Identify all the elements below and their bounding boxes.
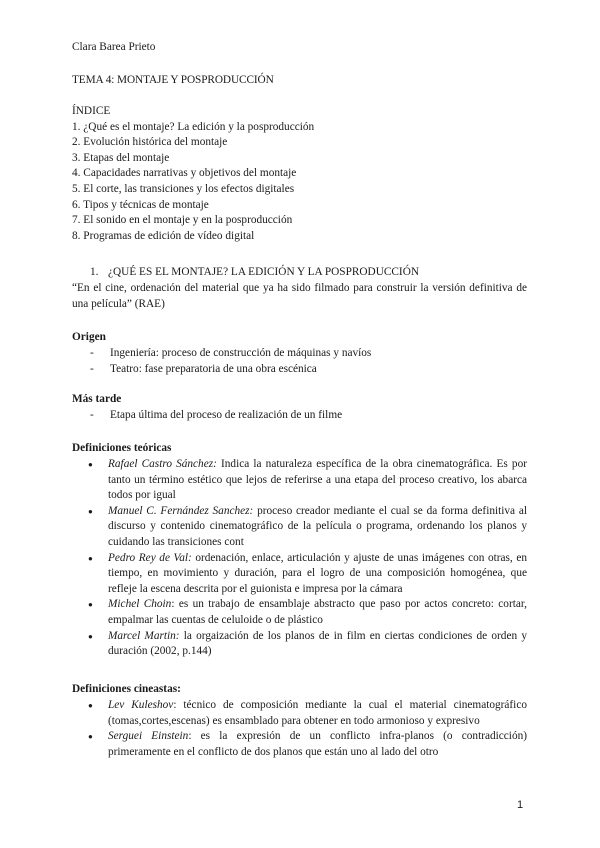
table-of-contents — [72, 104, 527, 244]
definition-author: Lev Kuleshov — [108, 699, 174, 711]
section-title: ¿QUÉ ES EL MONTAJE? LA EDICIÓN Y LA POSPRODUCCIÓN — [108, 266, 420, 278]
list-item: - Teatro: fase preparatoria de una obra escénica — [72, 362, 527, 378]
definition-author: Pedro Rey de Val: — [108, 551, 192, 564]
definition-text: proceso creador mediante el cual se da forma definitiva al discurso y contenido cinematográfico de la película o programa, ordenando los planos y cuidando las transiciones cont — [108, 504, 527, 548]
list-item — [72, 629, 527, 660]
definition-text: : técnico de composición mediante la cual el material cinematográfico (tomas,cortes,escenas) es ensamblado para obtener en todo armonioso y expresivo — [108, 699, 527, 727]
topic-title: TEMA 4: MONTAJE Y POSPRODUCCIÓN — [72, 74, 274, 86]
toc-item: 7. El sonido en el montaje y en la posproducción — [72, 214, 293, 227]
toc-item: 5. El corte, las transiciones y los efectos digitales — [72, 182, 295, 195]
definition-author: Manuel C. Fernández Sanchez: — [108, 504, 254, 517]
definition-text: la orgaización de los planos de in film en ciertas condiciones de orden y duración (2002, p.144) — [108, 629, 527, 658]
list-item — [72, 551, 527, 598]
definition-text: ordenación, enlace, articulación y ajuste de unas imágenes con otras, en tiempo, en movimiento y duración, para el logro de una composición homogénea, que refleje la escena descrita por el guionista e impresa por la cámara — [108, 551, 527, 595]
mas-tarde-list — [72, 408, 527, 424]
list-item — [72, 729, 527, 760]
rae-definition-quote: “En el cine, ordenación del material que ya ha sido filmado para construir la versión definitiva de una película” (RAE) — [72, 282, 527, 310]
definiciones-cineastas-list — [72, 698, 527, 760]
definition-text: Indica la naturaleza específica de la obra cinematográfica. Es por tanto un término estético que lejos de referirse a una etapa del proceso creativo, los abarca todos por igual — [108, 458, 527, 502]
list-item: - Etapa última del proceso de realización de un filme — [72, 408, 527, 424]
list-item — [72, 698, 527, 729]
list-item — [72, 504, 527, 551]
definition-text: : es la expresión de un conflicto infra-planos (o contradicción) primeramente en el conflicto de dos planos que están uno al lado del otro — [108, 730, 527, 758]
origen-heading: Origen — [72, 331, 106, 343]
toc-title: ÍNDICE — [72, 105, 111, 117]
definition-author: Michel Choin — [108, 598, 172, 611]
definiciones-teoricas-list — [72, 457, 527, 660]
definition-author: Serguei Einstein — [108, 730, 189, 743]
origen-list — [72, 346, 527, 377]
definition-author: Marcel Martin: — [108, 629, 180, 642]
document-author: Clara Barea Prieto — [72, 41, 156, 53]
definition-author: Rafael Castro Sánchez: — [108, 458, 217, 470]
toc-item: 1. ¿Qué es el montaje? La edición y la posproducción — [72, 120, 315, 133]
mas-tarde-heading: Más tarde — [72, 393, 122, 405]
toc-item: 2. Evolución histórica del montaje — [72, 136, 228, 149]
toc-item: 8. Programas de edición de vídeo digital — [72, 229, 255, 242]
page-number: 1 — [517, 799, 524, 811]
definition-text: : es un trabajo de ensamblaje abstracto que paso por actos concreto: cortar, empalmar las cuentas de celuloide o de plástico — [108, 598, 527, 626]
section-heading — [90, 265, 527, 281]
toc-item: 3. Etapas del montaje — [72, 151, 170, 164]
list-item — [72, 597, 527, 628]
definiciones-cineastas-heading: Definiciones cineastas: — [72, 683, 181, 695]
list-item: - Ingeniería: proceso de construcción de máquinas y navíos — [72, 346, 527, 362]
toc-item: 6. Tipos y técnicas de montaje — [72, 198, 209, 211]
definiciones-teoricas-heading: Definiciones teóricas — [72, 442, 172, 454]
section-number: 1. — [90, 266, 99, 278]
list-item — [72, 457, 527, 504]
toc-item: 4. Capacidades narrativas y objetivos del montaje — [72, 167, 297, 180]
